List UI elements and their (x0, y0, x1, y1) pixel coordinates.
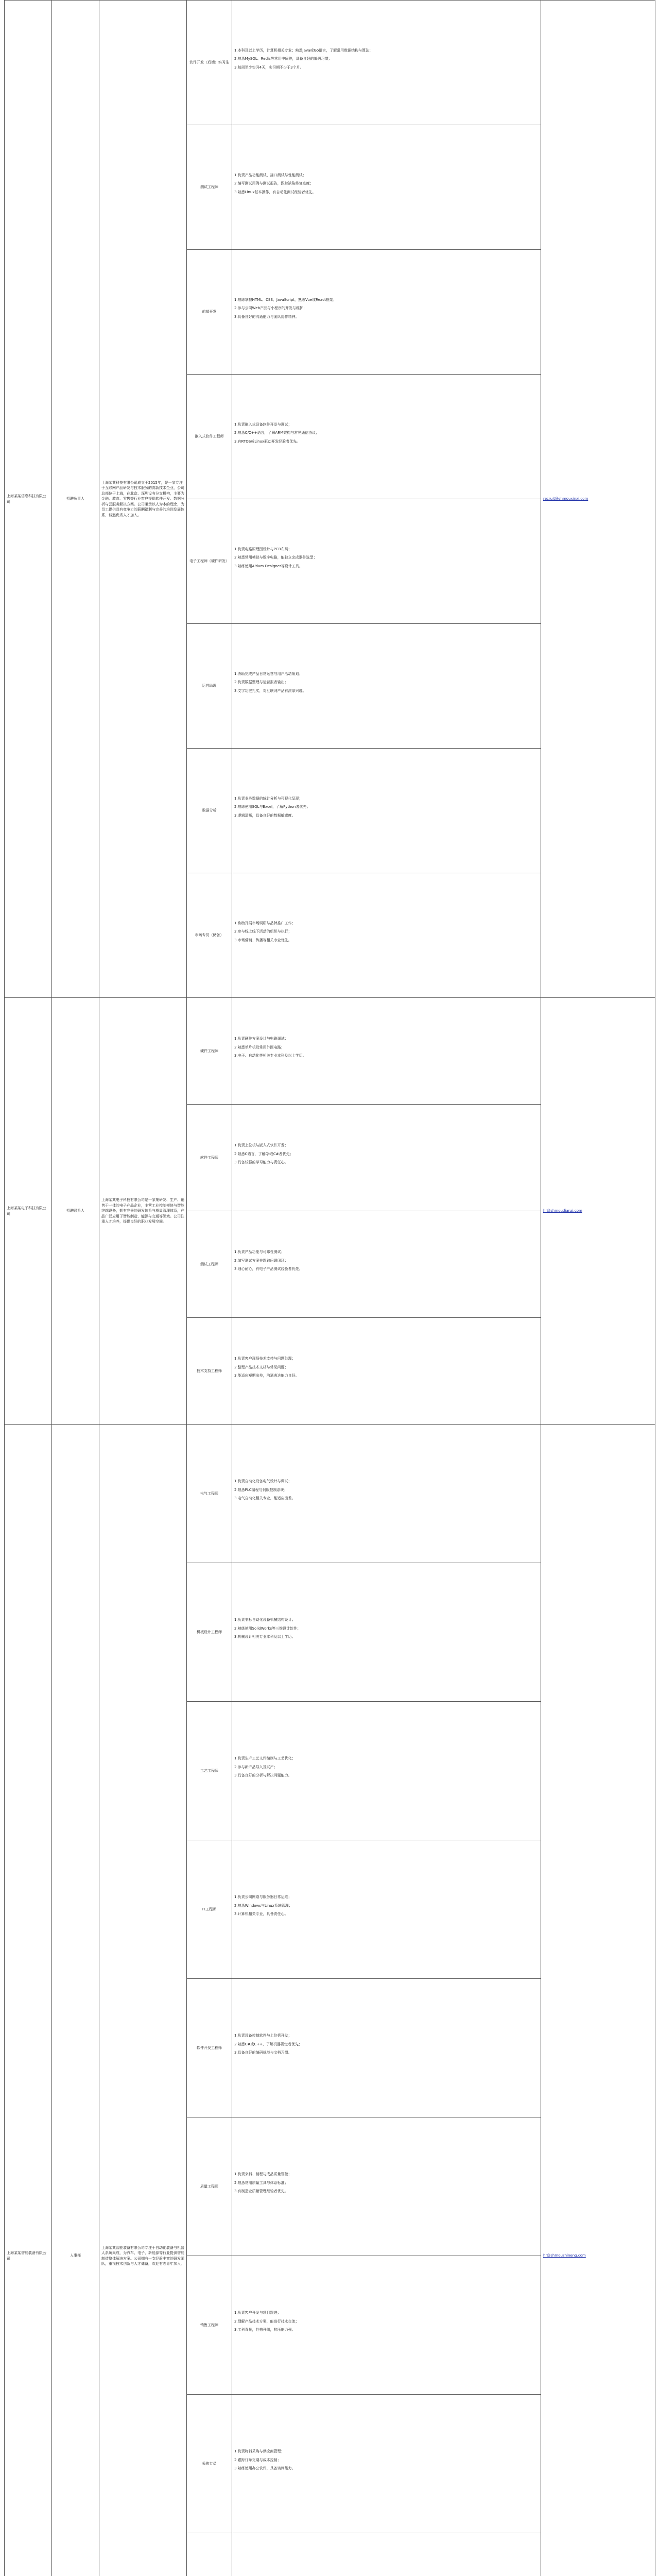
requirement-line: 1.负责自动化设备电气设计与调试； (234, 1479, 292, 1484)
requirement-line: 3.细心耐心，有电子产品测试经验者优先。 (234, 1267, 303, 1272)
company-name: 上海某某智能装备有限公司 (5, 1425, 52, 2576)
position-title: 嵌入式软件工程师 (187, 375, 232, 499)
requirement-line: 3.每周至少实习4天，实习期不少于3个月。 (234, 65, 304, 70)
position-title: 电子工程师（硬件研发） (187, 499, 232, 624)
requirement-line: 2.熟练使用SolidWorks等三维设计软件； (234, 1626, 301, 1631)
position-title: 硬件工程师 (187, 998, 232, 1105)
position-requirements (232, 1563, 541, 1702)
company-name: 上海某某信息科技有限公司 (5, 1, 52, 998)
position-requirements (232, 375, 541, 499)
requirement-line: 3.电子、自动化等相关专业本科及以上学历。 (234, 1054, 306, 1058)
requirement-line: 3.电气自动化相关专业，能适应出差。 (234, 1496, 296, 1501)
requirement-line: 3.具备良好的分析与解决问题能力。 (234, 1773, 292, 1778)
requirement-line: 2.熟悉Windows与Linux系统管理； (234, 1903, 292, 1908)
requirement-line: 3.逻辑清晰，具备良好的数据敏感度。 (234, 813, 296, 818)
requirement-line: 3.机械设计相关专业本科及以上学历。 (234, 1635, 296, 1639)
requirement-line: 1.熟练掌握HTML、CSS、JavaScript，熟悉Vue或React框架； (234, 297, 337, 302)
requirement-line: 1.负责硬件方案设计与电路调试； (234, 1037, 288, 1041)
requirement-line: 2.熟悉单片机及常用外围电路； (234, 1045, 285, 1049)
position-requirements (232, 1979, 541, 2117)
requirement-line: 3.有RTOS或Linux驱动开发经验者优先。 (234, 439, 301, 444)
position-requirements (232, 998, 541, 1105)
position-title: 测试工程师 (187, 1211, 232, 1318)
requirement-line: 2.熟悉常用质量工具与体系标准； (234, 2180, 288, 2185)
requirement-line: 1.负责客户现场技术支持与问题处理； (234, 1357, 296, 1361)
company-name: 上海某某电子科技有限公司 (5, 998, 52, 1425)
position-requirements (232, 1105, 541, 1211)
requirement-line: 2.整理产品技术文档与常见问题； (234, 1365, 288, 1369)
requirement-line: 3.计算机相关专业，具备责任心。 (234, 1912, 288, 1917)
position-requirements (232, 624, 541, 749)
requirement-line: 3.有制造业质量管理经验者优先。 (234, 2189, 288, 2194)
requirement-line: 2.熟悉常用模拟与数字电路，能独立完成器件选型； (234, 555, 317, 560)
position-requirements (232, 2256, 541, 2395)
requirement-line: 1.本科及以上学历，计算机相关专业；熟悉Java或Go语言，了解常用数据结构与算法； (234, 48, 373, 53)
requirement-line: 3.熟练使用Altium Designer等设计工具。 (234, 564, 303, 568)
requirement-line: 3.工科背景，性格开朗，抗压能力强。 (234, 2328, 296, 2332)
requirement-line: 1.负责业务数据的统计分析与可视化呈现； (234, 796, 303, 801)
requirement-line: 1.负责嵌入式设备软件开发与调试； (234, 422, 292, 427)
requirement-line: 1.负责来料、制程与成品质量管控； (234, 2172, 292, 2177)
position-title: 工艺工程师 (187, 1702, 232, 1840)
position-title: 运营助理 (187, 624, 232, 749)
requirement-line: 1.负责物料采购与供应商管理； (234, 2449, 285, 2454)
position-requirements (232, 125, 541, 250)
position-requirements (232, 1425, 541, 1563)
position-requirements (232, 1, 541, 125)
position-title: 电气工程师 (187, 1425, 232, 1563)
position-requirements (232, 499, 541, 624)
requirement-line: 1.负责生产工艺文件编制与工艺优化； (234, 1756, 296, 1761)
requirement-line: 2.熟悉C#或C++，了解机器视觉者优先； (234, 2042, 303, 2046)
requirement-line: 1.协助开展市场调研与品牌推广工作； (234, 921, 296, 925)
contact-email-cell (541, 1, 655, 998)
requirement-line: 1.负责设备控制软件与上位机开发； (234, 2033, 292, 2038)
position-title: 软件开发（后端）实习生 (187, 1, 232, 125)
contact-email-link[interactable]: hr@shmouzhineng.com (543, 2253, 586, 2258)
requirement-line: 2.参与公司Web产品与小程序的开发与维护； (234, 306, 307, 311)
requirement-line: 1.负责公司网络与服务器日常运维； (234, 1895, 292, 1900)
table-row (5, 1425, 655, 1563)
position-title: 销售工程师 (187, 2256, 232, 2395)
position-requirements (232, 873, 541, 998)
requirement-line: 1.负责上位机与嵌入式软件开发； (234, 1143, 288, 1148)
requirement-line: 3.具备良好的编码规范与文档习惯。 (234, 2050, 292, 2055)
job-listing-table (4, 0, 655, 2576)
requirement-line: 3.能适应短期出差，沟通表达能力良好。 (234, 1374, 299, 1378)
requirement-line: 2.熟悉MySQL、Redis等常用中间件，具备良好的编码习惯； (234, 57, 332, 61)
position-title: 数据分析 (187, 749, 232, 873)
position-title: 软件开发工程师 (187, 1979, 232, 2117)
company-intro: 上海某某智能装备有限公司专注于自动化装备与机器人系统集成，为汽车、电子、新能源等行业提供智能制造整体解决方案。公司拥有一支经验丰富的研发团队，重视技术创新与人才储备，欢迎有志青年加入。 (99, 1425, 187, 2576)
company-intro: 上海某某电子科技有限公司是一家集研发、生产、销售于一体的电子产品企业，主营工业控制模块与智能终端设备，拥有完善的研发体系与质量管理体系，产品广泛应用于智能制造、能源与交通等领域。公司注重人才培养，提供良好的职业发展空间。 (99, 998, 187, 1425)
position-title: 前端开发 (187, 250, 232, 375)
requirement-line: 1.负责电路原理图设计与PCB布局； (234, 547, 292, 551)
requirement-line: 2.理解产品技术方案，能进行技术交流； (234, 2319, 299, 2324)
position-title: 测试工程师 (187, 125, 232, 250)
contact-email-link[interactable]: hr@shmoudianzi.com (543, 1209, 582, 1213)
position-requirements (232, 749, 541, 873)
requirement-line: 2.参与线上线下活动的组织与执行； (234, 929, 292, 934)
requirement-line: 2.熟练使用SQL与Excel，了解Python者优先； (234, 805, 310, 809)
requirement-line: 3.市场营销、传播等相关专业优先。 (234, 938, 292, 942)
position-requirements (232, 2533, 541, 2576)
requirement-line: 2.熟悉PLC编程与伺服控制系统； (234, 1487, 288, 1492)
contact-email-cell (541, 998, 655, 1425)
contact-email-cell (541, 1425, 655, 2576)
position-title: 软件工程师 (187, 1105, 232, 1211)
position-title: 技术支持工程师 (187, 1318, 232, 1425)
position-requirements (232, 1840, 541, 1979)
company-intro: 上海某某科技有限公司成立于2015年，是一家专注于互联网产品研发与技术服务的高新技术企业，公司总部位于上海，在北京、深圳设有分支机构，主要为金融、教育、零售等行业客户提供软件开发、数据分析与云服务解决方案。公司秉承以人为本的理念，为员工提供具有竞争力的薪酬福利与完善的培训发展体系，诚邀优秀人才加入。 (99, 1, 187, 998)
requirement-line: 2.编写测试用例与测试报告，跟踪缺陷修复进度； (234, 181, 314, 186)
position-title: 质量工程师 (187, 2117, 232, 2256)
requirement-line: 2.熟悉C语言，了解Qt或C#者优先； (234, 1151, 293, 1156)
requirement-line: 1.负责产品功能与可靠性测试； (234, 1250, 285, 1255)
requirement-line: 3.熟练使用办公软件，具备谈判能力。 (234, 2466, 296, 2471)
requirement-line: 2.负责数据整理与运营报表输出； (234, 680, 288, 685)
position-title: 机械设计工程师 (187, 1563, 232, 1702)
contact-email-link[interactable]: recruit@shmouxinxi.com (543, 497, 588, 501)
table-row (5, 1, 655, 125)
requirement-line: 2.编写测试方案并跟踪问题闭环； (234, 1258, 288, 1263)
position-requirements (232, 1318, 541, 1425)
requirement-line: 1.负责非标自动化设备机械结构设计； (234, 1618, 296, 1622)
position-requirements (232, 1211, 541, 1318)
position-requirements (232, 1702, 541, 1840)
position-title (187, 2533, 232, 2576)
requirement-line: 1.负责产品功能测试、接口测试与性能测试； (234, 173, 306, 177)
requirement-line: 2.熟悉C/C++语言，了解ARM架构与常见通信协议； (234, 431, 320, 435)
requirement-line: 3.具备较强的学习能力与责任心。 (234, 1160, 288, 1165)
position-title: 采购专员 (187, 2395, 232, 2533)
position-requirements (232, 250, 541, 375)
requirement-line: 1.协助完成产品日常运营与用户活动策划； (234, 671, 303, 676)
position-requirements (232, 2117, 541, 2256)
requirement-line: 3.文字功底扎实，对互联网产品有浓厚兴趣。 (234, 688, 306, 693)
position-title: IT工程师 (187, 1840, 232, 1979)
requirement-line: 2.参与新产品导入及试产； (234, 1765, 278, 1769)
contact-person: 招聘联系人 (52, 998, 99, 1425)
position-title: 市场专员（储备） (187, 873, 232, 998)
requirement-line: 3.熟悉Linux基本操作，有自动化测试经验者优先。 (234, 190, 316, 194)
table-row (5, 998, 655, 1105)
requirement-line: 2.跟踪订单交期与成本控制； (234, 2458, 281, 2462)
requirement-line: 1.负责客户开发与项目跟进； (234, 2311, 281, 2315)
requirement-line: 3.具备良好的沟通能力与团队协作精神。 (234, 314, 299, 319)
contact-person: 招聘负责人 (52, 1, 99, 998)
position-requirements (232, 2395, 541, 2533)
contact-person: 人事部 (52, 1425, 99, 2576)
